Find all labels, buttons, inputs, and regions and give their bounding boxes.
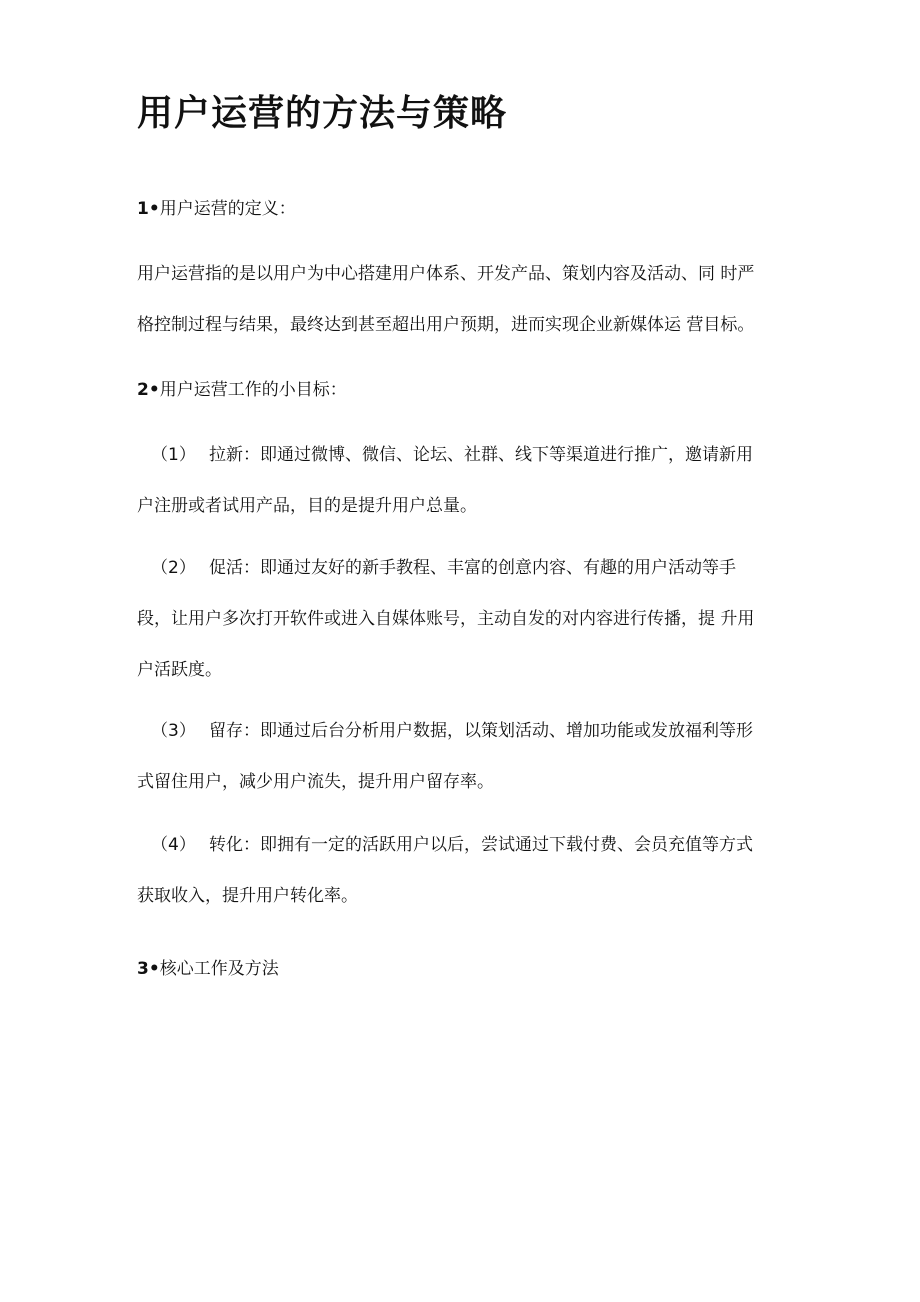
section-3-heading-text: 核心工作及方法	[159, 959, 279, 979]
paragraph-line: 户注册或者试用产品，目的是提升用户总量。	[137, 496, 477, 516]
section-2-heading	[137, 377, 347, 403]
goal-item-2-label: （2）	[151, 558, 196, 578]
goal-item-3-first-line	[137, 706, 777, 757]
section-1-heading	[137, 196, 296, 222]
goal-item-3	[137, 706, 777, 808]
section-1-number: 1•	[137, 199, 160, 219]
paragraph-line: 户活跃度。	[137, 660, 222, 680]
goal-item-4-text: 转化：即拥有一定的活跃用户以后，尝试通过下载付费、会员充值等方式	[209, 835, 753, 855]
goal-item-1	[137, 430, 777, 532]
goal-item-4-label: （4）	[151, 835, 196, 855]
paragraph-line: 用户运营指的是以用户为中心搭建用户体系、开发产品、策划内容及活动、同 时严	[137, 264, 755, 284]
goal-item-2-text: 促活：即通过友好的新手教程、丰富的创意内容、有趣的用户活动等手	[209, 558, 736, 578]
section-3-number: 3•	[137, 959, 160, 979]
paragraph-line: 格控制过程与结果，最终达到甚至超出用户预期，进而实现企业新媒体运 营目标。	[137, 315, 755, 335]
paragraph-line: 式留住用户，减少用户流失，提升用户留存率。	[137, 772, 494, 792]
section-1-heading-text: 用户运营的定义：	[159, 199, 296, 219]
page-title: 用户运营的方法与策略	[137, 93, 508, 134]
goal-item-4-first-line	[137, 820, 777, 871]
goal-item-3-text: 留存：即通过后台分析用户数据，以策划活动、增加功能或发放福利等形	[209, 721, 753, 741]
section-1-paragraph	[137, 249, 777, 351]
section-2-heading-text: 用户运营工作的小目标：	[159, 380, 347, 400]
goal-item-1-first-line	[137, 430, 777, 481]
goal-item-4	[137, 820, 777, 922]
goal-item-1-label: （1）	[151, 445, 196, 465]
paragraph-line: 获取收入，提升用户转化率。	[137, 886, 358, 906]
goal-item-1-text: 拉新：即通过微博、微信、论坛、社群、线下等渠道进行推广，邀请新用	[209, 445, 753, 465]
section-2-number: 2•	[137, 380, 160, 400]
paragraph-line: 段，让用户多次打开软件或进入自媒体账号，主动自发的对内容进行传播，提 升用	[137, 609, 755, 629]
goal-item-3-label: （3）	[151, 721, 196, 741]
section-3-heading	[137, 956, 279, 982]
goal-item-2-first-line	[137, 543, 777, 594]
goal-item-2	[137, 543, 777, 696]
